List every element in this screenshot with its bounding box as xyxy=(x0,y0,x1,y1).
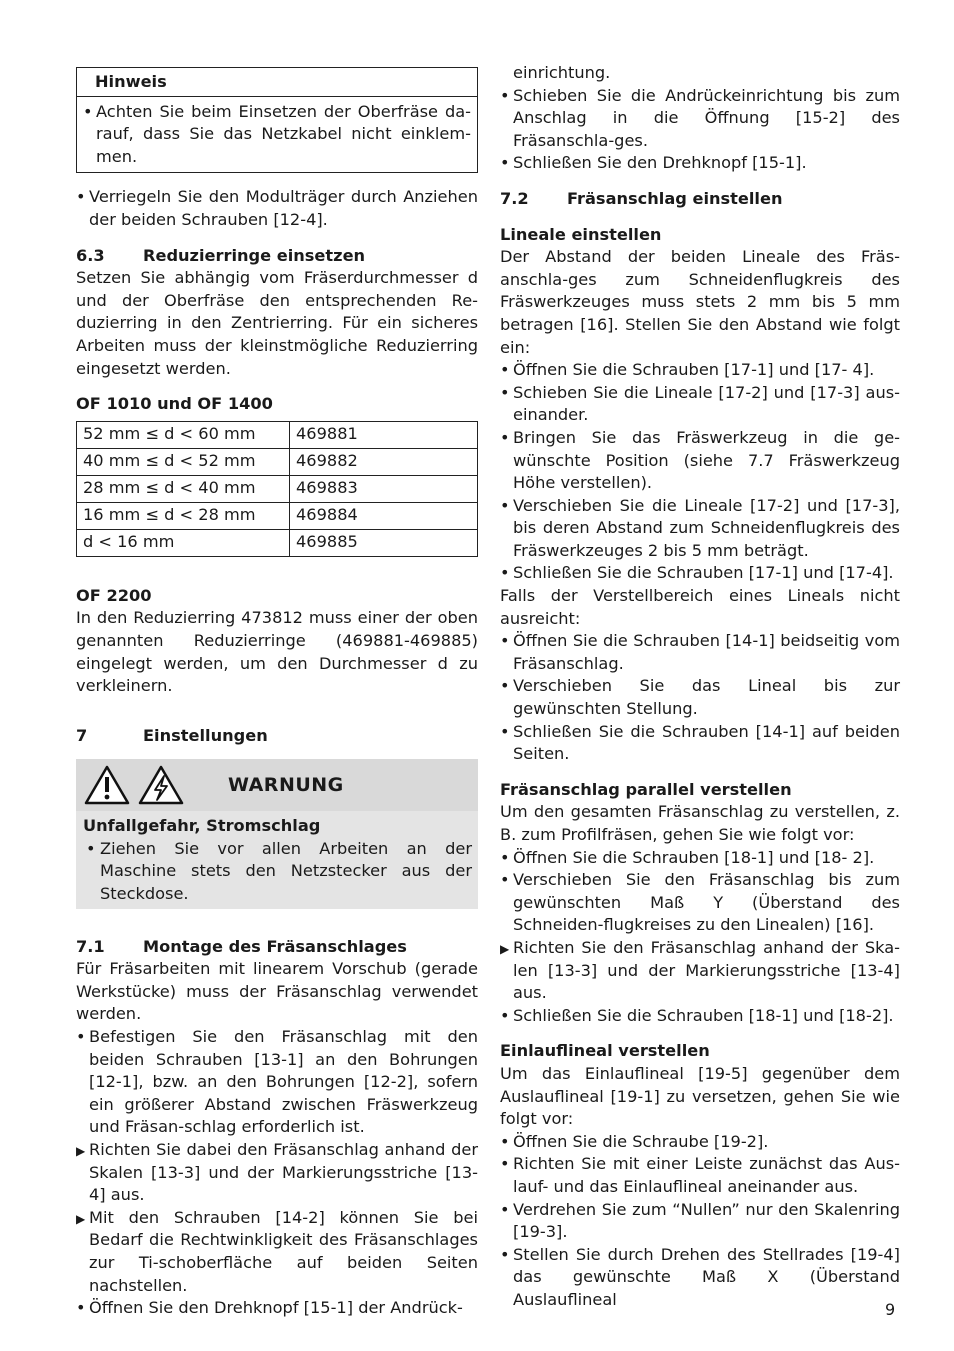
bullet-marker: • xyxy=(500,495,510,515)
section-title: Montage des Fräsanschlages xyxy=(143,936,407,956)
list-item xyxy=(500,675,900,720)
hint-text-item xyxy=(77,97,477,173)
diameter-range-cell: 40 mm ≤ d < 52 mm xyxy=(77,448,290,475)
list-item-text: Befestigen Sie den Fräsanschlag mit den beiden Schrauben [13-1] an den Bohrungen [12-1], bzw. an den Bohrungen [12-2], sofern ein größerer Abstand zwischen Fräswerkzeug und Fräsan-schlag erforderlich ist. xyxy=(89,1027,478,1137)
list-item-text: Öffnen Sie die Schraube [19-2]. xyxy=(513,1131,769,1151)
list-item-text: Bringen Sie das Fräswerkzeug in die ge-wünschte Position (siehe 7.7 Fräswerkzeug Höhe verstellen). xyxy=(513,427,900,493)
bullet-marker: • xyxy=(86,838,96,858)
section-7-1-heading xyxy=(76,936,478,959)
warning-box xyxy=(76,759,478,908)
list-item-text: Richten Sie dabei den Fräsanschlag anhand der Skalen [13-3] und der Markierungsstriche [13-4] aus. xyxy=(89,1140,478,1205)
diameter-range-cell: 16 mm ≤ d < 28 mm xyxy=(77,502,290,529)
list-item xyxy=(500,85,900,153)
einlauf-list xyxy=(500,1131,900,1312)
hint-title: Hinweis xyxy=(77,68,477,97)
list-item-text: Schieben Sie die Andrückeinrichtung bis zum Anschlag in die Öffnung [15-2] des Fräsanschla-ges. xyxy=(513,85,900,150)
section-title: Einstellungen xyxy=(143,725,268,745)
bullet-marker: • xyxy=(500,153,510,173)
list-item xyxy=(76,1139,478,1207)
list-item xyxy=(500,562,900,585)
section-6-3-heading xyxy=(76,245,478,268)
continued-list xyxy=(500,62,900,175)
lineale-title: Lineale einstellen xyxy=(500,224,662,244)
list-item xyxy=(500,1199,900,1244)
list-item xyxy=(500,382,900,427)
list-item-text: Schließen Sie die Schrauben [14-1] auf beiden Seiten. xyxy=(513,721,900,764)
list-item-text: Richten Sie den Fräsanschlag anhand der Ska-len [13-3] und der Markierungsstriche [13-4] aus. xyxy=(513,937,900,1003)
section-title: Fräsanschlag einstellen xyxy=(567,188,783,208)
section-number: 7.2 xyxy=(500,188,529,208)
lineale-list xyxy=(500,359,900,585)
list-item-text: einrichtung. xyxy=(513,63,611,82)
warning-subtitle: Unfallgefahr, Stromschlag xyxy=(83,816,321,836)
bullet-marker: • xyxy=(500,1244,510,1264)
list-item xyxy=(500,152,900,175)
list-item-text: Öffnen Sie den Drehknopf [15-1] der Andrück- xyxy=(89,1298,463,1318)
bullet-marker: • xyxy=(500,360,510,380)
bullet-marker: • xyxy=(500,427,510,447)
warning-triangle-icon xyxy=(84,764,130,806)
bullet-marker: • xyxy=(500,1005,510,1025)
list-item-text: Schließen Sie die Schrauben [17-1] und [17-4]. xyxy=(513,563,894,583)
part-number-cell: 469882 xyxy=(290,448,478,475)
list-item-text: Schließen Sie den Drehknopf [15-1]. xyxy=(513,153,807,173)
list-item xyxy=(76,1026,478,1139)
list-item-text: Richten Sie mit einer Leiste zunächst das Aus-lauf- und das Einlauflineal aneinander aus. xyxy=(513,1154,900,1196)
arrow-marker: ▶ xyxy=(76,1144,86,1158)
diameter-range-cell: 28 mm ≤ d < 40 mm xyxy=(77,475,290,502)
list-item-text: Öffnen Sie die Schrauben [18-1] und [18- 2]. xyxy=(513,847,875,867)
right-column xyxy=(500,62,900,1311)
of1010-title: OF 1010 und OF 1400 xyxy=(76,394,273,414)
section-number: 6.3 xyxy=(76,245,105,265)
part-number-cell: 469883 xyxy=(290,475,478,502)
list-item xyxy=(500,1153,900,1198)
list-item xyxy=(500,427,900,495)
list-item xyxy=(500,937,900,1005)
part-number-cell: 469881 xyxy=(290,421,478,448)
list-item xyxy=(500,721,900,766)
lineale-intro: Der Abstand der beiden Lineale des Fräs-anschla-ges zum Schneidenflugkreis des Fräswerkzeuges muss stets 2 mm bis 5 mm betragen [16]. Stellen Sie den Abstand wie folgt ein: xyxy=(500,247,900,357)
bullet-marker: • xyxy=(500,721,510,741)
section-7-heading xyxy=(76,725,478,748)
einlauf-intro: Um das Einlauflineal [19-5] gegenüber dem Auslauflineal [19-1] zu versetzen, gehen Sie wie folgt vor: xyxy=(500,1063,900,1129)
of2200-text: In den Reduzierring 473812 muss einer der oben genannten Reduzierringe (469881-469885) eingelegt werden, um den Durchmesser d zu verkleinern. xyxy=(76,608,478,696)
list-item-text: Schließen Sie die Schrauben [18-1] und [18-2]. xyxy=(513,1005,894,1025)
list-item-text: Öffnen Sie die Schrauben [14-1] beidseitig vom Fräsanschlag. xyxy=(513,631,900,673)
reducer-table xyxy=(76,421,478,557)
list-item-text: Schieben Sie die Lineale [17-2] und [17-3] aus-einander. xyxy=(513,382,900,425)
list-item xyxy=(76,1207,478,1297)
warning-item xyxy=(83,838,472,906)
list-item xyxy=(500,847,900,870)
bullet-marker: • xyxy=(500,631,510,651)
list-item-text: Mit den Schrauben [14-2] können Sie bei Bedarf die Rechtwinkligkeit des Fräsanschlages zur Ti-schoberfläche auf beiden Seiten nachstellen. xyxy=(89,1207,478,1295)
bullet-marker: • xyxy=(500,676,510,696)
warning-text: Ziehen Sie vor allen Arbeiten an der Maschine stets den Netzstecker aus der Steckdose. xyxy=(100,838,472,904)
part-number-cell: 469884 xyxy=(290,502,478,529)
section-number: 7 xyxy=(76,725,88,745)
hint-text: Achten Sie beim Einsetzen der Oberfräse da-rauf, dass Sie das Netzkabel nicht einklem-men. xyxy=(96,101,471,166)
bullet-marker: • xyxy=(83,101,93,121)
list-item xyxy=(500,1005,900,1028)
section-6-3-text: Setzen Sie abhängig vom Fräserdurchmesser d und der Oberfräse den entsprechenden Re-duzierring in den Zentrierring. Für ein sicheres Arbeiten muss der kleinstmögliche Reduzierring eingesetzt werden. xyxy=(76,268,478,378)
bullet-marker: • xyxy=(500,382,510,402)
warning-title: WARNUNG xyxy=(228,773,344,796)
warning-header xyxy=(76,759,478,811)
bullet-marker: • xyxy=(76,1027,86,1047)
section-title: Reduzierringe einsetzen xyxy=(143,245,366,265)
table-row xyxy=(77,448,478,475)
lock-bullet xyxy=(76,186,478,231)
bullet-marker: • xyxy=(500,1154,510,1174)
lineale-list-2 xyxy=(500,630,900,766)
list-item-text: Verdrehen Sie zum “Nullen” nur den Skalenring [19-3]. xyxy=(513,1199,900,1242)
bullet-marker: • xyxy=(500,870,510,890)
table-row xyxy=(77,475,478,502)
section-number: 7.1 xyxy=(76,936,105,956)
list-item xyxy=(500,1131,900,1154)
list-item-text: Öffnen Sie die Schrauben [17-1] und [17- 4]. xyxy=(513,360,875,380)
list-item-text: Verschieben Sie das Lineal bis zur gewünschten Stellung. xyxy=(513,676,900,719)
parallel-title: Fräsanschlag parallel verstellen xyxy=(500,779,792,799)
diameter-range-cell: 52 mm ≤ d < 60 mm xyxy=(77,421,290,448)
bullet-marker: • xyxy=(500,1131,510,1151)
page-number: 9 xyxy=(885,1300,896,1319)
section-7-2-heading xyxy=(500,188,900,211)
list-item xyxy=(500,1244,900,1312)
list-item xyxy=(500,630,900,675)
list-item-text: Verschieben Sie den Fräsanschlag bis zum gewünschten Maß Y (Überstand des Schneiden-flugkreises zu den Linealen) [16]. xyxy=(513,870,900,935)
warning-body xyxy=(76,811,478,908)
bullet-marker: • xyxy=(500,85,510,105)
section-7-1-intro: Für Fräsarbeiten mit linearem Vorschub (gerade Werkstücke) muss der Fräsanschlag verwendet werden. xyxy=(76,959,478,1024)
bullet-marker: • xyxy=(76,187,86,207)
parallel-list xyxy=(500,847,900,1028)
list-item xyxy=(500,495,900,563)
list-item xyxy=(76,1297,478,1320)
arrow-marker: ▶ xyxy=(76,1211,86,1226)
electric-shock-icon xyxy=(138,764,184,806)
of2200-title: OF 2200 xyxy=(76,585,152,605)
einlauf-title: Einlauflineal verstellen xyxy=(500,1041,710,1061)
lineale-mid: Falls der Verstellbereich eines Lineals nicht ausreicht: xyxy=(500,586,900,628)
list-item-text: Stellen Sie durch Drehen des Stellrades [19-4] das gewünschte Maß X (Überstand Auslauflineal xyxy=(513,1244,900,1309)
list-item xyxy=(500,62,900,85)
bullet-marker: • xyxy=(500,563,510,583)
left-column xyxy=(76,0,478,1320)
parallel-intro: Um den gesamten Fräsanschlag zu verstellen, z. B. zum Profilfräsen, gehen Sie wie folgt vor: xyxy=(500,802,900,844)
list-item xyxy=(500,869,900,937)
hint-box xyxy=(76,67,478,173)
lock-bullet-text: Verriegeln Sie den Modulträger durch Anziehen der beiden Schrauben [12-4]. xyxy=(89,187,478,229)
table-row xyxy=(77,502,478,529)
table-row xyxy=(77,421,478,448)
bullet-marker: • xyxy=(500,847,510,867)
bullet-marker: • xyxy=(76,1298,86,1318)
section-7-1-list xyxy=(76,1026,478,1320)
table-row xyxy=(77,529,478,556)
diameter-range-cell: d < 16 mm xyxy=(77,529,290,556)
arrow-marker: ▶ xyxy=(500,941,510,956)
part-number-cell: 469885 xyxy=(290,529,478,556)
list-item-text: Verschieben Sie die Lineale [17-2] und [17-3], bis deren Abstand zum Schneidenflugkreis des Fräswerkzeuges 2 bis 5 mm beträgt. xyxy=(513,495,900,560)
bullet-marker: • xyxy=(500,1199,510,1219)
list-item xyxy=(500,359,900,382)
